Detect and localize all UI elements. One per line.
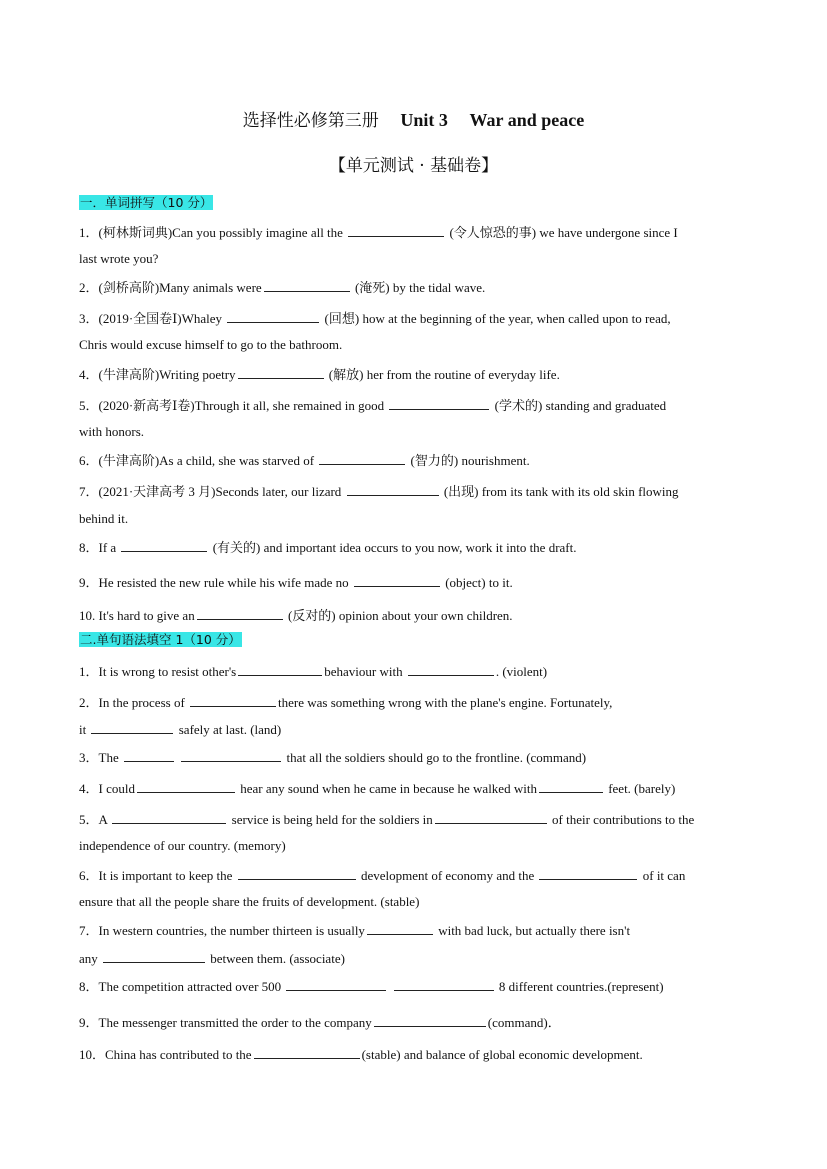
answer-blank[interactable]	[286, 977, 386, 991]
question-text: (反对的) opinion about your own children.	[287, 608, 513, 623]
question-text: (stable) and balance of global economic development.	[361, 1047, 643, 1062]
answer-blank[interactable]	[238, 866, 356, 880]
question-text: 8 different countries.(represent)	[498, 979, 664, 994]
question-text: safely at last. (land)	[178, 722, 282, 737]
question-text: 10. It's hard to give an	[79, 608, 195, 623]
question-text: (command)．	[487, 1015, 561, 1030]
question-row	[79, 223, 678, 242]
question-text: hear any sound when he came in because he walked with	[240, 781, 537, 796]
answer-blank[interactable]	[264, 278, 350, 292]
answer-blank[interactable]	[354, 573, 440, 587]
question-text: there was something wrong with the plane's engine. Fortunately,	[278, 695, 613, 710]
question-text: (淹死) by the tidal wave.	[354, 280, 486, 295]
question-text: (学术的) standing and graduated	[494, 398, 667, 413]
section-heading-label: 一．单词拼写（10 分）	[80, 195, 213, 210]
answer-blank[interactable]	[124, 748, 174, 762]
answer-blank[interactable]	[348, 223, 444, 237]
answer-blank[interactable]	[367, 921, 433, 935]
question-text: 5．A	[79, 812, 108, 827]
question-text: with bad luck, but actually there isn't	[438, 923, 631, 938]
answer-blank[interactable]	[238, 662, 322, 676]
section-heading-2	[79, 631, 242, 649]
question-text: behaviour with	[324, 664, 403, 679]
title-unit: Unit 3	[400, 110, 448, 130]
question-row	[79, 693, 612, 712]
question-text: (智力的) nourishment.	[410, 453, 530, 468]
page-subtitle: 【单元测试 · 基础卷】	[328, 156, 499, 176]
question-row	[79, 573, 513, 592]
question-row	[79, 606, 513, 625]
section-heading-1	[79, 194, 213, 212]
question-text: 5．(2020·新高考Ⅰ卷)Through it all, she remained in good	[79, 398, 385, 413]
question-text: of it can	[642, 868, 686, 883]
answer-blank[interactable]	[319, 451, 405, 465]
question-row	[79, 866, 685, 885]
question-text: 4．I could	[79, 781, 135, 796]
question-text: 7．(2021·天津高考 3 月)Seconds later, our lizard	[79, 484, 342, 499]
question-text: (解放) her from the routine of everyday life.	[328, 367, 560, 382]
answer-blank[interactable]	[112, 810, 226, 824]
question-text: 1．It is wrong to resist other's	[79, 664, 237, 679]
question-row	[79, 748, 586, 767]
answer-blank[interactable]	[137, 779, 235, 793]
answer-blank[interactable]	[227, 309, 319, 323]
answer-blank[interactable]	[347, 482, 439, 496]
question-row	[79, 1045, 643, 1064]
answer-blank[interactable]	[181, 748, 281, 762]
question-row	[79, 810, 694, 829]
answer-blank[interactable]	[238, 365, 324, 379]
question-text: any	[79, 951, 98, 966]
question-text: it	[79, 722, 87, 737]
question-text: between them. (associate)	[210, 951, 345, 966]
answer-blank[interactable]	[408, 662, 494, 676]
question-row-continued	[79, 949, 345, 968]
question-text: (有关的) and important idea occurs to you now, work it into the draft.	[212, 540, 577, 555]
question-row	[79, 1013, 561, 1032]
title-topic: War and peace	[469, 110, 585, 130]
page-title	[0, 106, 827, 131]
question-row	[79, 921, 630, 940]
question-text: 1．(柯林斯词典)Can you possibly imagine all the	[79, 225, 343, 240]
question-text: 9．The messenger transmitted the order to the company	[79, 1015, 372, 1030]
answer-blank[interactable]	[103, 949, 205, 963]
answer-blank[interactable]	[121, 538, 207, 552]
section-heading-label: 二.单句语法填空 1（10 分）	[80, 632, 241, 647]
question-row	[79, 396, 666, 415]
answer-blank[interactable]	[539, 866, 637, 880]
question-row-continued: behind it.	[79, 511, 129, 526]
question-text: 8．If a	[79, 540, 117, 555]
question-text: (出现) from its tank with its old skin flowing	[443, 484, 679, 499]
question-row	[79, 538, 577, 557]
answer-blank[interactable]	[91, 720, 173, 734]
question-text: 6．It is important to keep the	[79, 868, 233, 883]
question-text: . (violent)	[495, 664, 548, 679]
question-text: 7．In western countries, the number thirteen is usually	[79, 923, 365, 938]
answer-blank[interactable]	[394, 977, 494, 991]
question-text: 8．The competition attracted over 500	[79, 979, 282, 994]
question-text: 4．(牛津高阶)Writing poetry	[79, 367, 236, 382]
question-row	[79, 451, 530, 470]
answer-blank[interactable]	[254, 1045, 360, 1059]
question-text: 3．The	[79, 750, 119, 765]
question-text: 2．(剑桥高阶)Many animals were	[79, 280, 262, 295]
question-text: of their contributions to the	[552, 812, 695, 827]
question-text: (令人惊恐的事) we have undergone since I	[449, 225, 678, 240]
answer-blank[interactable]	[435, 810, 547, 824]
question-text: development of economy and the	[360, 868, 535, 883]
question-row-continued: last wrote you?	[79, 251, 159, 266]
question-text: service is being held for the soldiers in	[231, 812, 433, 827]
question-text: 10．China has contributed to the	[79, 1047, 252, 1062]
answer-blank[interactable]	[197, 606, 283, 620]
question-text: 6．(牛津高阶)As a child, she was starved of	[79, 453, 315, 468]
answer-blank[interactable]	[190, 693, 276, 707]
question-row-continued	[79, 720, 281, 739]
question-row-continued: with honors.	[79, 424, 144, 439]
answer-blank[interactable]	[389, 396, 489, 410]
question-text: 9．He resisted the new rule while his wife made no	[79, 575, 349, 590]
question-text: that all the soldiers should go to the frontline. (command)	[286, 750, 587, 765]
question-row	[79, 662, 547, 681]
question-row	[79, 365, 560, 384]
question-text: feet. (barely)	[608, 781, 676, 796]
answer-blank[interactable]	[539, 779, 603, 793]
question-row-continued: independence of our country. (memory)	[79, 838, 286, 853]
question-row-continued: Chris would excuse himself to go to the bathroom.	[79, 337, 343, 352]
question-row	[79, 482, 679, 501]
question-text: 2．In the process of	[79, 695, 185, 710]
question-row	[79, 278, 485, 297]
title-chinese: 选择性必修第三册	[242, 111, 379, 131]
question-text: (回想) how at the beginning of the year, when called upon to read,	[324, 311, 671, 326]
question-row	[79, 779, 675, 798]
question-row	[79, 977, 664, 996]
answer-blank[interactable]	[374, 1013, 486, 1027]
question-row-continued: ensure that all the people share the fruits of development. (stable)	[79, 894, 420, 909]
question-text: (object) to it.	[445, 575, 513, 590]
question-row	[79, 309, 671, 328]
question-text: 3．(2019·全国卷Ⅰ)Whaley	[79, 311, 223, 326]
